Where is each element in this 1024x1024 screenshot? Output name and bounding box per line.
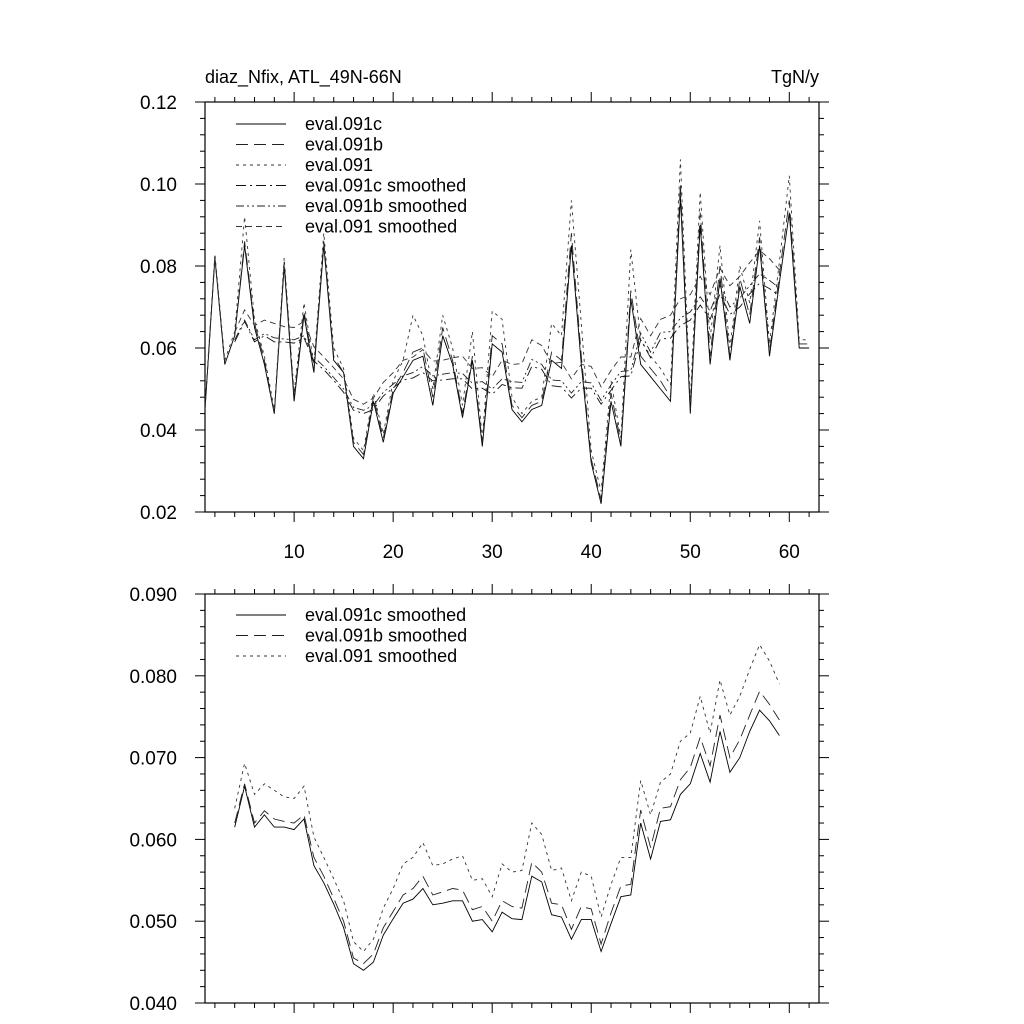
y-tick-label: 0.10 [140,175,177,196]
x-tick-label: 30 [481,542,503,563]
series-line-eval-091c [205,196,809,504]
x-tick-label: 20 [382,542,404,563]
legend-label: eval.091b smoothed [305,196,468,216]
series-line-eval-091 [205,159,809,491]
y-tick-label: 0.08 [140,257,177,278]
top-panel [140,92,829,563]
x-tick-label: 40 [580,542,602,563]
plot-frame [205,102,819,512]
y-tick-label: 0.040 [129,994,177,1015]
y-tick-label: 0.060 [129,830,177,852]
legend-label: eval.091 smoothed [305,646,458,666]
y-tick-label: 0.090 [129,585,177,606]
y-tick-label: 0.06 [140,339,177,360]
y-tick-label: 0.02 [140,503,177,524]
legend-label: eval.091c smoothed [305,605,467,625]
series-line-eval-091b-smoothed [235,691,780,963]
plot-frame [205,594,819,1003]
legend-label: eval.091c smoothed [305,175,467,196]
x-tick-label: 60 [778,542,800,563]
legend-label: eval.091c [305,114,383,134]
series-line-eval-091-smoothed [235,645,780,952]
legend-label: eval.091 [305,155,374,175]
x-tick-label: 50 [679,542,701,563]
chart-title: diaz_Nfix, ATL_49N-66N [205,67,402,87]
legend-label: eval.091b smoothed [305,625,468,646]
x-tick-label: 10 [283,542,305,563]
y-tick-label: 0.070 [129,748,177,770]
series-line-eval-091c-smoothed [235,283,780,413]
y-tick-label: 0.04 [140,421,177,442]
legend-label: eval.091 smoothed [305,216,458,237]
y-tick-label: 0.12 [140,93,177,114]
units-label: TgN/y [770,67,819,87]
y-tick-label: 0.080 [129,666,177,688]
series-line-eval-091c-smoothed [235,710,780,970]
legend-label: eval.091b [305,134,384,155]
y-tick-label: 0.050 [129,912,177,934]
bottom-panel [129,584,829,1015]
series-line-eval-091b [205,184,809,500]
